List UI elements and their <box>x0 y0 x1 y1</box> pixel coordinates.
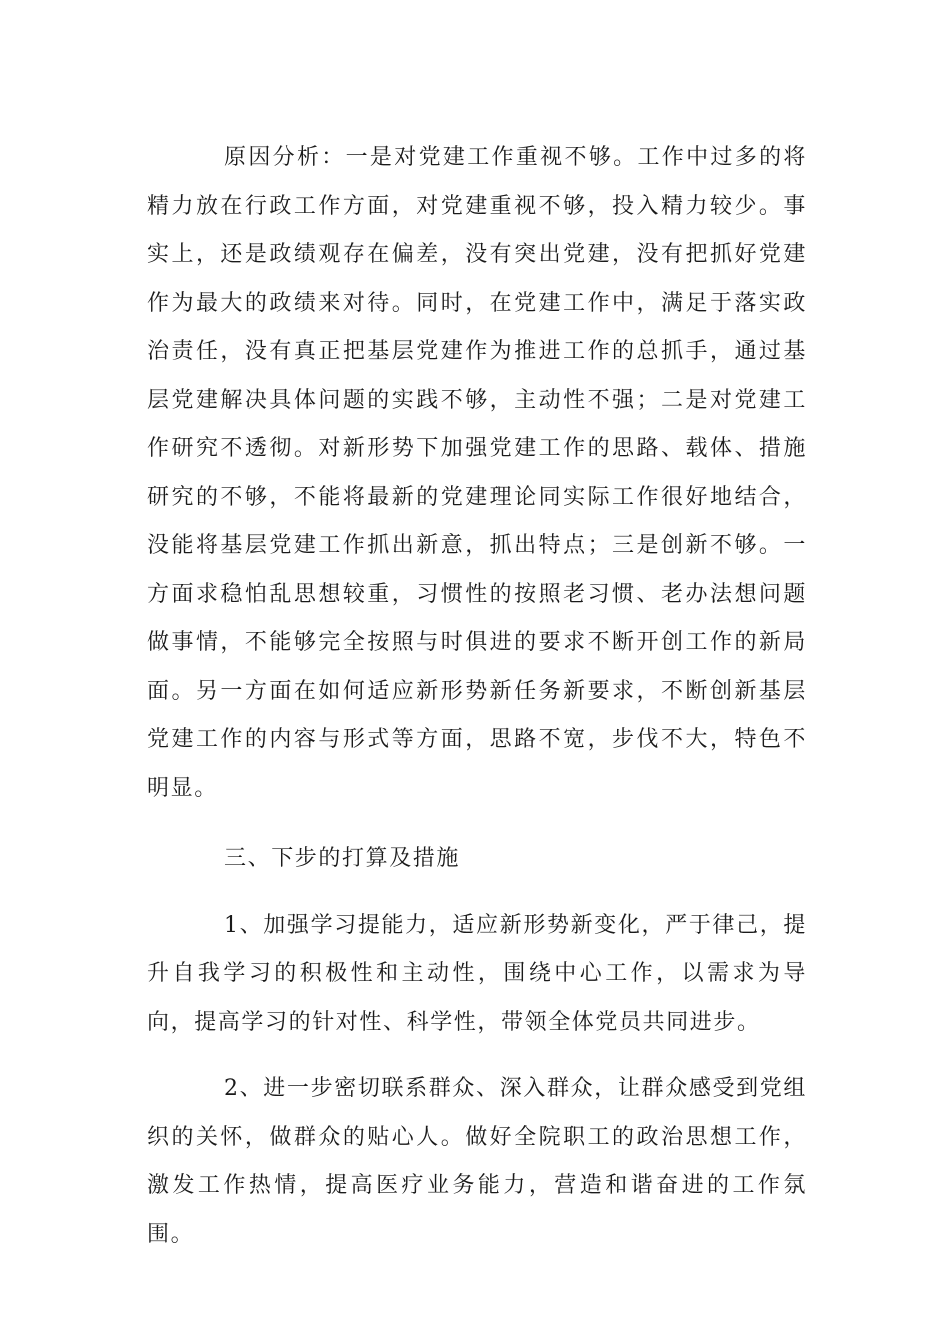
section-heading-next-steps: 三、下步的打算及措施 <box>224 846 461 871</box>
paragraph-cause-analysis: 原因分析：一是对党建工作重视不够。工作中过多的将精力放在行政工作方面，对党建重视不够，投入精力较少。事实上，还是政绩观存在偏差，没有突出党建，没有把抓好党建作为最大的政绩来对待。同时，在党建工作中，满足于落实政治责任，没有真正把基层党建作为推进工作的总抓手，通过基层党建解决具体问题的实践不够，主动性不强；二是对党建工作研究不透彻。对新形势下加强党建工作的思路、载体、措施研究的不够，不能将最新的党建理论同实际工作很好地结合，没能将基层党建工作抓出新意，抓出特点；三是创新不够。一方面求稳怕乱思想较重，习惯性的按照老习惯、老办法想问题做事情，不能够完全按照与时俱进的要求不断开创工作的新局面。另一方面在如何适应新形势新任务新要求，不断创新基层党建工作的内容与形式等方面，思路不宽，步伐不大，特色不明显。 <box>147 145 807 801</box>
document-body <box>147 134 807 1259</box>
paragraph-measure-2: 2、进一步密切联系群众、深入群众，让群众感受到党组织的关怀，做群众的贴心人。做好全院职工的政治思想工作，激发工作热情，提高医疗业务能力，营造和谐奋进的工作氛围。 <box>147 1076 807 1247</box>
paragraph-measure-1: 1、加强学习提能力，适应新形势新变化，严于律己，提升自我学习的积极性和主动性，围绕中心工作，以需求为导向，提高学习的针对性、科学性，带领全体党员共同进步。 <box>147 912 807 1035</box>
